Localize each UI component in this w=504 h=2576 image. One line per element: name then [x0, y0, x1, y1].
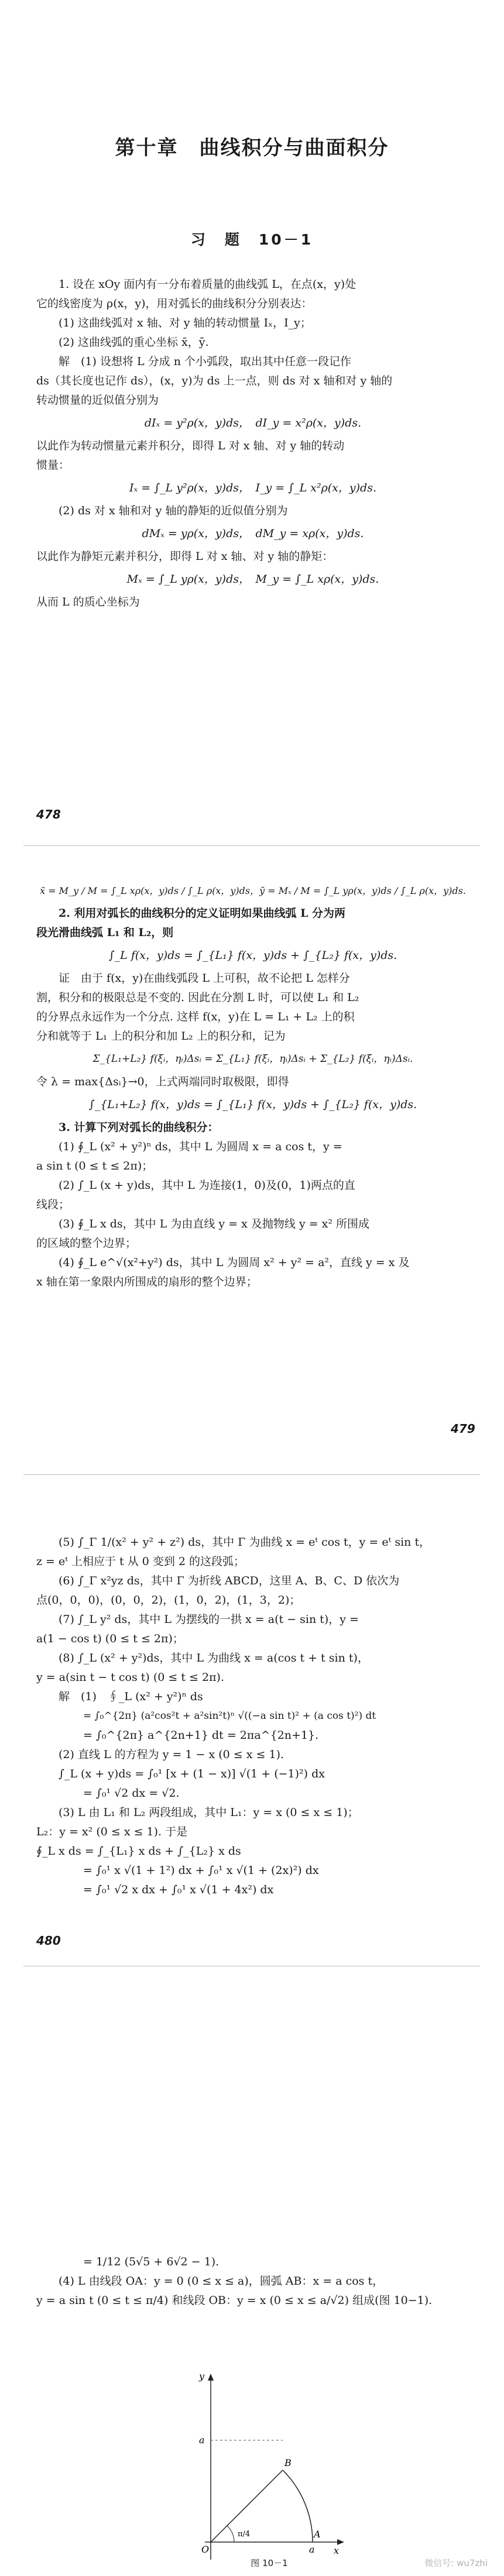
text-line: (2) 直线 L 的方程为 y = 1 − x (0 ≤ x ≤ 1).	[59, 1748, 284, 1761]
figure-caption: 图 10－1	[251, 2558, 288, 2568]
text-line: 段光滑曲线弧 L₁ 和 L₂，则	[36, 926, 174, 939]
formula-line: ∫_L (x + y)ds = ∫₀¹ [x + (1 − x)] √(1 + (−1)²) dx	[59, 1767, 325, 1780]
formula-line: x̄ = M_y / M = ∫_L xρ(x，y)ds / ∫_L ρ(x，y)ds，ȳ = Mₓ / M = ∫_L yρ(x，y)ds / ∫_L ρ(x，y)ds.	[40, 885, 466, 896]
text-line: 惯量：	[36, 459, 70, 472]
text-line: 的分界点永远作为一个分点. 这样 f(x，y)在 L = L₁ + L₂ 上的积	[36, 1010, 355, 1023]
label-a: A	[314, 2529, 321, 2540]
page1-body	[36, 275, 469, 612]
formula-line: dMₓ = yρ(x，y)ds， dM_y = xρ(x，y)ds.	[142, 527, 364, 540]
text-line: y = a(sin t − t cos t) (0 ≤ t ≤ 2π).	[36, 1671, 225, 1684]
page2-body	[36, 878, 469, 1292]
text-line: 3. 计算下列对弧长的曲线积分：	[59, 1121, 219, 1134]
formula-line: dIₓ = y²ρ(x，y)ds， dI_y = x²ρ(x，y)ds.	[144, 417, 362, 429]
watermark: 微信号: wu7zhi	[424, 2558, 488, 2568]
page-divider	[23, 1474, 480, 1475]
figure-10-1	[193, 2367, 345, 2568]
arc-ab	[283, 2470, 313, 2542]
text-line: (6) ∫_Γ x²yz ds，其中 Γ 为折线 ABCD，这里 A、B、C、D 依次为	[59, 1574, 400, 1587]
text-line: (5) ∫_Γ 1/(x² + y² + z²) ds，其中 Γ 为曲线 x = eᵗ cos t，y = eᵗ sin t，	[59, 1536, 431, 1549]
page-number: 478	[36, 807, 61, 821]
text-line: 的区域的整个边界；	[36, 1237, 137, 1250]
text-line: 点(0，0，0)，(0，0，2)，(1，0，2)，(1，3，2)；	[36, 1594, 301, 1607]
text-line: 以此作为转动惯量元素并积分，即得 L 对 x 轴、对 y 轴的转动	[36, 439, 345, 452]
label-angle: π/4	[238, 2530, 251, 2539]
page-number: 480	[36, 1934, 61, 1948]
chapter-title: 第十章 曲线积分与曲面积分	[115, 136, 389, 160]
label-a-x: a	[309, 2544, 315, 2555]
text-line: (2) ds 对 x 轴和对 y 轴的静矩的近似值分别为	[59, 504, 288, 517]
text-line: (8) ∫_L (x² + y²)ds，其中 L 为曲线 x = a(cos t + t sin t)，	[59, 1652, 369, 1664]
label-x: x	[334, 2545, 340, 2556]
formula-line: ∮_L x ds = ∫_{L₁} x ds + ∫_{L₂} x ds	[36, 1845, 241, 1858]
text-line: 1. 设在 xOy 面内有一分布着质量的曲线弧 L，在点(x，y)处	[59, 278, 356, 291]
formula-line: = ∫₀¹ √2 x dx + ∫₀¹ x √(1 + 4x²) dx	[83, 1883, 274, 1896]
text-line: (2) ∫_L (x + y)ds，其中 L 为连接(1，0)及(0，1)两点的直	[59, 1179, 355, 1192]
text-line: 割，积分和的极限总是不变的. 因此在分割 L 时，可以使 L₁ 和 L₂	[36, 991, 359, 1004]
text-line: 以此作为静矩元素并积分，即得 L 对 x 轴、对 y 轴的静矩：	[36, 550, 334, 563]
text-line: (4) L 由线段 OA：y = 0 (0 ≤ x ≤ a)，圆弧 AB：x = a cos t，	[59, 2275, 384, 2288]
page-number: 479	[451, 1422, 475, 1436]
text-line: 2. 利用对弧长的曲线积分的定义证明如果曲线弧 L 分为两	[59, 907, 346, 920]
text-line: 令 λ = max{Δsᵢ}→0，上式两端同时取极限，即得	[36, 1075, 289, 1088]
text-line: (7) ∫_L y² ds，其中 L 为摆线的一拱 x = a(t − sin t)，y =	[59, 1613, 359, 1626]
page3-body	[36, 1533, 469, 1900]
text-line: a(1 − cos t) (0 ≤ t ≤ 2π)；	[36, 1632, 184, 1645]
formula-line: Iₓ = ∫_L y²ρ(x，y)ds， I_y = ∫_L x²ρ(x，y)ds.	[129, 482, 377, 494]
text-line: 转动惯量的近似值分别为	[36, 394, 159, 407]
text-line: (2) 这曲线弧的重心坐标 x̄，ȳ.	[59, 336, 209, 349]
text-line: ds（其长度也记作 ds），(x，y)为 ds 上一点，则 ds 对 x 轴和对 y 轴的	[36, 374, 393, 387]
angle-arc	[227, 2526, 234, 2542]
formula-line: Σ_{L₁+L₂} f(ξᵢ，ηᵢ)Δsᵢ = Σ_{L₁} f(ξᵢ，ηᵢ)Δsᵢ + Σ_{L₂} f(ξᵢ，ηᵢ)Δsᵢ.	[92, 1053, 413, 1065]
formula-line: = ∫₀¹ x √(1 + 1²) dx + ∫₀¹ x √(1 + (2x)²) dx	[83, 1864, 319, 1877]
text-line: 线段；	[36, 1198, 70, 1211]
label-b: B	[284, 2457, 292, 2468]
label-a-axis: a	[199, 2434, 205, 2446]
text-line: z = eᵗ 上相应于 t 从 0 变到 2 的这段弧；	[36, 1555, 245, 1568]
text-line: (3) ∮_L x ds，其中 L 为由直线 y = x 及抛物线 y = x² 所围成	[59, 1218, 370, 1230]
formula-line: ∫_L f(x，y)ds = ∫_{L₁} f(x，y)ds + ∫_{L₂} f(x，y)ds.	[108, 949, 397, 962]
x-axis-arrow	[337, 2539, 344, 2545]
text-line: (1) 这曲线弧对 x 轴、对 y 轴的转动惯量 Iₓ，I_y；	[59, 317, 311, 329]
text-line: 分和就等于 L₁ 上的积分和加 L₂ 上的积分和，记为	[36, 1030, 286, 1043]
section-title: 习 题 10－1	[190, 231, 314, 248]
text-line: 解 (1) 设想将 L 分成 n 个小弧段，取出其中任意一段记作	[59, 355, 351, 368]
formula-line: ∫_{L₁+L₂} f(x，y)ds = ∫_{L₁} f(x，y)ds + ∫_{L₂} f(x，y)ds.	[88, 1098, 417, 1111]
formula-line: = ∫₀^{2π} (a²cos²t + a²sin²t)ⁿ √((−a sin t)² + (a cos t)²) dt	[83, 1710, 376, 1722]
text-line: 证 由于 f(x，y)在曲线弧段 L 上可积，故不论把 L 怎样分	[59, 972, 350, 985]
text-line: y = a sin t (0 ≤ t ≤ π/4) 和线段 OB：y = x (0 ≤ x ≤ a/√2) 组成(图 10−1).	[36, 2294, 433, 2307]
formula-line: Mₓ = ∫_L yρ(x，y)ds， M_y = ∫_L xρ(x，y)ds.	[126, 573, 379, 586]
y-axis-arrow	[208, 2374, 214, 2381]
label-y: y	[199, 2371, 205, 2382]
text-line: 从而 L 的质心坐标为	[36, 596, 140, 608]
text-line: x 轴在第一象限内所围成的扇形的整个边界；	[36, 1275, 258, 1288]
text-line: 它的线密度为 ρ(x，y)，用对弧长的曲线积分分别表达：	[36, 297, 313, 310]
text-line: L₂：y = x² (0 ≤ x ≤ 1). 于是	[36, 1825, 188, 1838]
label-o: O	[201, 2544, 210, 2555]
formula-line: = ∫₀¹ √2 dx = √2.	[83, 1787, 180, 1800]
text-line: a sin t (0 ≤ t ≤ 2π)；	[36, 1160, 153, 1172]
sector-diagram	[193, 2367, 345, 2565]
page4-body	[36, 2252, 469, 2310]
text-line: 解 (1) ∮_L (x² + y²)ⁿ ds	[59, 1690, 203, 1703]
formula-line: = ∫₀^{2π} a^{2n+1} dt = 2πa^{2n+1}.	[83, 1729, 319, 1742]
text-line: (4) ∮_L e^√(x²+y²) ds，其中 L 为圆周 x² + y² = a²，直线 y = x 及	[59, 1256, 410, 1269]
text-line: (1) ∮_L (x² + y²)ⁿ ds，其中 L 为圆周 x = a cos t，y =	[59, 1140, 342, 1153]
page-divider	[23, 845, 480, 846]
text-line: (3) L 由 L₁ 和 L₂ 两段组成，其中 L₁：y = x (0 ≤ x ≤ 1)；	[59, 1806, 359, 1819]
formula-line: = 1/12 (5√5 + 6√2 − 1).	[83, 2255, 220, 2268]
